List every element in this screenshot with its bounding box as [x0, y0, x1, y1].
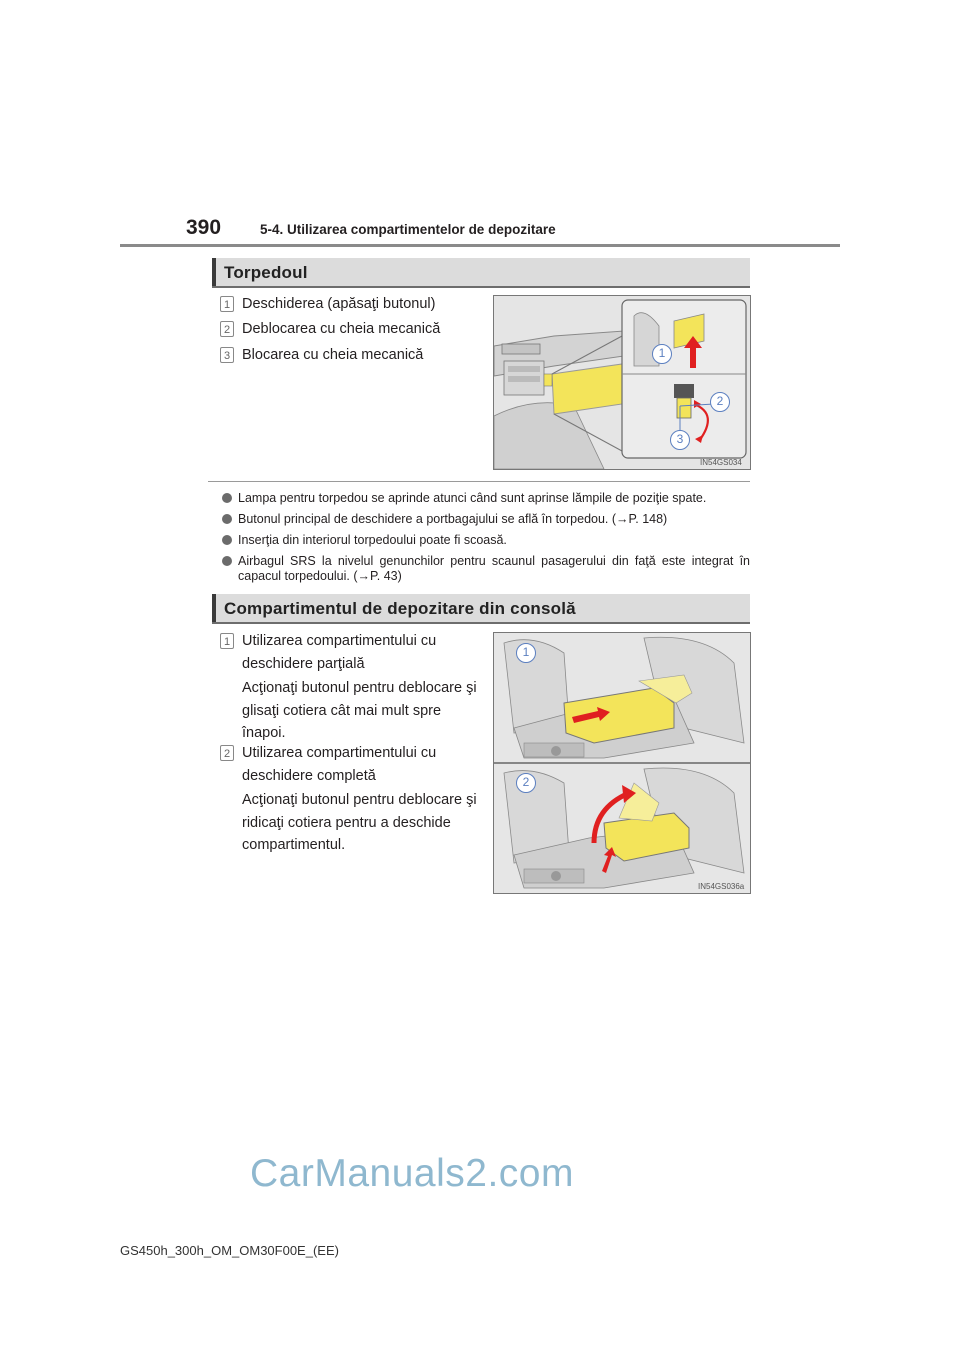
figure-code: IN54GS036a [698, 882, 745, 891]
page-number: 390 [186, 216, 222, 239]
chapter-title: 5-4. Utilizarea compartimentelor de depozitare [260, 222, 556, 237]
bullet-icon [222, 535, 232, 545]
callout-1: 1 [652, 344, 672, 364]
callout-3: 3 [670, 430, 690, 450]
item-number-1: 1 [220, 633, 234, 649]
bullet-icon [222, 556, 232, 566]
item-number-1: 1 [220, 296, 234, 312]
item-description: Acţionaţi butonul pentru deblocare şi glisaţi cotiera cât mai mult spre înapoi. [242, 680, 477, 741]
header-rule [120, 244, 840, 247]
item-number-2: 2 [220, 321, 234, 337]
section-header-bar [212, 594, 216, 622]
callout-2: 2 [710, 392, 730, 412]
bullet-icon [222, 493, 232, 503]
item-description: Acţionaţi butonul pentru deblocare şi ridicaţi cotiera pentru a deschide compartimentul. [242, 792, 477, 853]
figure-code: IN54GS034 [700, 458, 742, 467]
glovebox-item-3: Blocarea cu cheia mecanică [242, 347, 424, 363]
console-item-1 [242, 630, 482, 745]
note-text: Butonul principal de deschidere a portbagajului se află în torpedou. (→P. 148) [238, 512, 668, 526]
item-number-3: 3 [220, 347, 234, 363]
note-text: Lampa pentru torpedou se aprinde atunci când sunt aprinse lămpile de poziţie spate. [238, 491, 707, 505]
console-item-2 [242, 742, 482, 857]
callout-2: 2 [516, 773, 536, 793]
section-title: Torpedoul [224, 263, 308, 282]
bullet-icon [222, 514, 232, 524]
note-text: Airbagul SRS la nivelul genunchilor pentru scaunul pasagerului din faţă este integrat în capacul torpedoului. (→P. 43) [238, 554, 750, 583]
note-item [222, 554, 750, 584]
item-title-line-2: deschidere parţială [242, 655, 365, 672]
console-drawing [494, 633, 750, 893]
console-illustration [493, 632, 751, 894]
callout-1: 1 [516, 643, 536, 663]
section-header-glovebox [212, 258, 750, 288]
item-title-line-1: Utilizarea compartimentului cu [242, 745, 437, 761]
section-header-console [212, 594, 750, 624]
glovebox-notes [222, 491, 750, 590]
note-item [222, 533, 750, 548]
section-header-bar [212, 258, 216, 286]
note-item [222, 491, 750, 506]
note-item [222, 512, 750, 527]
glovebox-drawing [494, 296, 750, 469]
watermark: CarManuals2.com [250, 1152, 574, 1195]
item-number-2: 2 [220, 745, 234, 761]
glovebox-illustration [493, 295, 751, 470]
glovebox-item-2: Deblocarea cu cheia mecanică [242, 321, 441, 337]
item-title-line-1: Utilizarea compartimentului cu [242, 633, 437, 649]
footer-model-code: GS450h_300h_OM_OM30F00E_(EE) [120, 1243, 339, 1258]
note-text: Inserţia din interiorul torpedoului poate fi scoasă. [238, 533, 507, 547]
glovebox-item-1: Deschiderea (apăsaţi butonul) [242, 296, 436, 312]
item-title-line-2: deschidere completă [242, 767, 376, 784]
section-title: Compartimentul de depozitare din consolă [224, 599, 576, 618]
section-divider [208, 481, 750, 482]
